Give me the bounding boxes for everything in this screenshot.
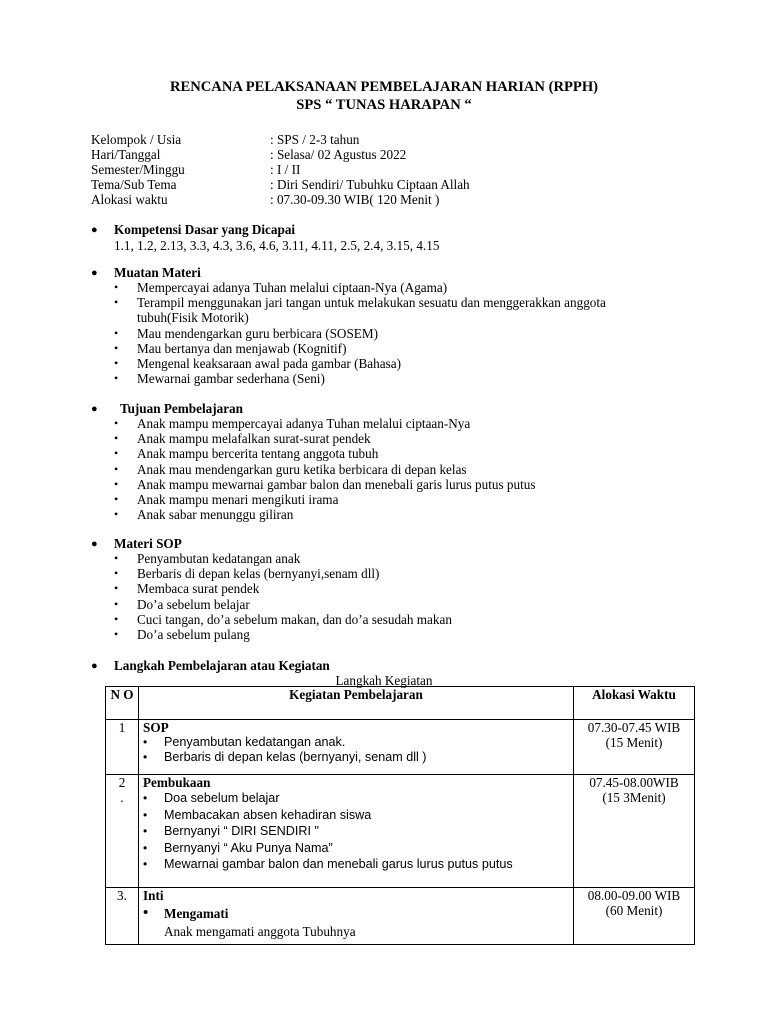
row-number: 1 xyxy=(106,720,139,775)
table-row xyxy=(106,775,695,888)
row-activity xyxy=(139,888,574,945)
table-row xyxy=(106,720,695,775)
row-number-suffix: . xyxy=(120,790,124,806)
row-activity xyxy=(139,720,574,775)
list-item: • Mau bertanya dan menjawab (Kognitif) xyxy=(114,341,714,356)
row-activity xyxy=(139,775,574,888)
row-time xyxy=(574,888,695,945)
identity-value: : SPS / 2-3 tahun xyxy=(270,132,360,147)
tujuan-list xyxy=(114,416,714,522)
identity-label: Tema/Sub Tema xyxy=(91,177,177,192)
list-item: • Mengamati xyxy=(143,906,569,921)
row-number-text: 2 xyxy=(118,775,126,790)
row-title: SOP xyxy=(143,720,169,735)
list-item: • Mewarnai gambar sederhana (Seni) xyxy=(114,371,714,386)
row-item-list xyxy=(143,735,569,765)
identity-value: : Diri Sendiri/ Tubuhku Ciptaan Allah xyxy=(270,177,470,192)
column-header-alokasi: Alokasi Waktu xyxy=(574,687,695,720)
list-item: • Anak mampu mewarnai gambar balon dan menebali garis lurus putus putus xyxy=(114,477,714,492)
list-item: • Cuci tangan, do’a sebelum makan, dan do’a sesudah makan xyxy=(114,612,714,627)
list-item: • Penyambutan kedatangan anak. xyxy=(143,735,569,750)
row-item-list xyxy=(143,903,569,921)
identity-label: Hari/Tanggal xyxy=(91,147,161,162)
list-item: • Mempercayai adanya Tuhan melalui ciptaan-Nya (Agama) xyxy=(114,280,714,295)
table-row xyxy=(106,888,695,945)
row-subtext: Anak mengamati anggota Tubuhnya xyxy=(164,924,356,940)
list-item: • Anak mampu mempercayai adanya Tuhan melalui ciptaan-Nya xyxy=(114,416,714,431)
time-duration: (15 3Menit) xyxy=(602,790,666,806)
identity-row-semester xyxy=(91,162,691,177)
muatan-list xyxy=(114,280,714,386)
list-item: • Mau mendengarkan guru berbicara (SOSEM) xyxy=(114,326,714,341)
column-header-no: N O xyxy=(106,687,139,720)
tujuan-heading: Tujuan Pembelajaran xyxy=(120,401,243,416)
table-caption: Langkah Kegiatan xyxy=(335,673,433,688)
identity-row-hari xyxy=(91,147,691,162)
list-item: • Bernyanyi “ DIRI SENDIRI " xyxy=(143,823,569,840)
list-item: • Membacakan absen kehadiran siswa xyxy=(143,807,569,824)
list-item: • Mewarnai gambar balon dan menebali garus lurus putus putus xyxy=(143,856,569,873)
identity-row-kelompok xyxy=(91,132,691,147)
column-header-kegiatan: Kegiatan Pembelajaran xyxy=(139,687,574,720)
list-item: • Anak sabar menunggu giliran xyxy=(114,507,714,522)
kompetensi-text: 1.1, 1.2, 2.13, 3.3, 4.3, 3.6, 4.6, 3.11, 4.11, 2.5, 2.4, 3.15, 4.15 xyxy=(114,238,440,253)
section-bullet: ● xyxy=(91,267,98,279)
row-title: Pembukaan xyxy=(143,775,211,790)
list-item: • Terampil menggunakan jari tangan untuk melakukan sesuatu dan menggerakkan anggota tubuh(Fisik Motorik) xyxy=(114,295,714,325)
list-item: • Anak mau mendengarkan guru ketika berbicara di depan kelas xyxy=(114,462,714,477)
row-number: 3. xyxy=(106,888,139,945)
list-item: • Anak mampu melafalkan surat-surat pendek xyxy=(114,431,714,446)
section-bullet: ● xyxy=(91,538,98,550)
langkah-heading: Langkah Pembelajaran atau Kegiatan xyxy=(114,658,330,673)
kompetensi-heading: Kompetensi Dasar yang Dicapai xyxy=(114,222,296,237)
list-item: • Mengenal keaksaraan awal pada gambar (Bahasa) xyxy=(114,356,714,371)
identity-row-tema xyxy=(91,177,691,192)
document-title: RENCANA PELAKSANAAN PEMBELAJARAN HARIAN (RPPH) xyxy=(169,79,599,95)
identity-row-alokasi xyxy=(91,192,691,207)
list-item: • Berbaris di depan kelas (bernyanyi, senam dll ) xyxy=(143,750,569,765)
time-range: 07.45-08.00WIB xyxy=(589,775,679,790)
row-time xyxy=(574,720,695,775)
section-bullet: ● xyxy=(91,403,98,415)
row-time xyxy=(574,775,695,888)
list-item: • Penyambutan kedatangan anak xyxy=(114,551,714,566)
identity-label: Alokasi waktu xyxy=(91,192,168,207)
sop-list xyxy=(114,551,714,642)
identity-value: : Selasa/ 02 Agustus 2022 xyxy=(270,147,407,162)
time-duration: (60 Menit) xyxy=(605,903,663,919)
table-header-row xyxy=(106,687,695,720)
list-item: • Do’a sebelum pulang xyxy=(114,627,714,642)
activity-table xyxy=(105,686,695,945)
row-number xyxy=(106,775,139,888)
row-title: Inti xyxy=(143,888,164,903)
list-item: • Doa sebelum belajar xyxy=(143,790,569,807)
identity-value: : I / II xyxy=(270,162,301,177)
identity-label: Kelompok / Usia xyxy=(91,132,182,147)
list-item: • Berbaris di depan kelas (bernyanyi,senam dll) xyxy=(114,566,714,581)
list-item: • Do’a sebelum belajar xyxy=(114,597,714,612)
time-duration: (15 Menit) xyxy=(605,735,663,751)
identity-label: Semester/Minggu xyxy=(91,162,185,177)
time-range: 08.00-09.00 WIB xyxy=(587,888,681,903)
identity-value: : 07.30-09.30 WIB( 120 Menit ) xyxy=(270,192,440,207)
section-bullet: ● xyxy=(91,224,98,236)
sop-heading: Materi SOP xyxy=(114,536,182,551)
document-subtitle: SPS “ TUNAS HARAPAN “ xyxy=(296,97,472,113)
list-item: • Membaca surat pendek xyxy=(114,581,714,596)
list-item: • Anak mampu menari mengikuti irama xyxy=(114,492,714,507)
time-range: 07.30-07.45 WIB xyxy=(587,720,681,735)
row-item-list xyxy=(143,790,569,873)
section-bullet: ● xyxy=(91,660,98,672)
muatan-heading: Muatan Materi xyxy=(114,265,201,280)
list-item: • Anak mampu bercerita tentang anggota tubuh xyxy=(114,446,714,461)
list-item: • Bernyanyi “ Aku Punya Nama” xyxy=(143,840,569,857)
